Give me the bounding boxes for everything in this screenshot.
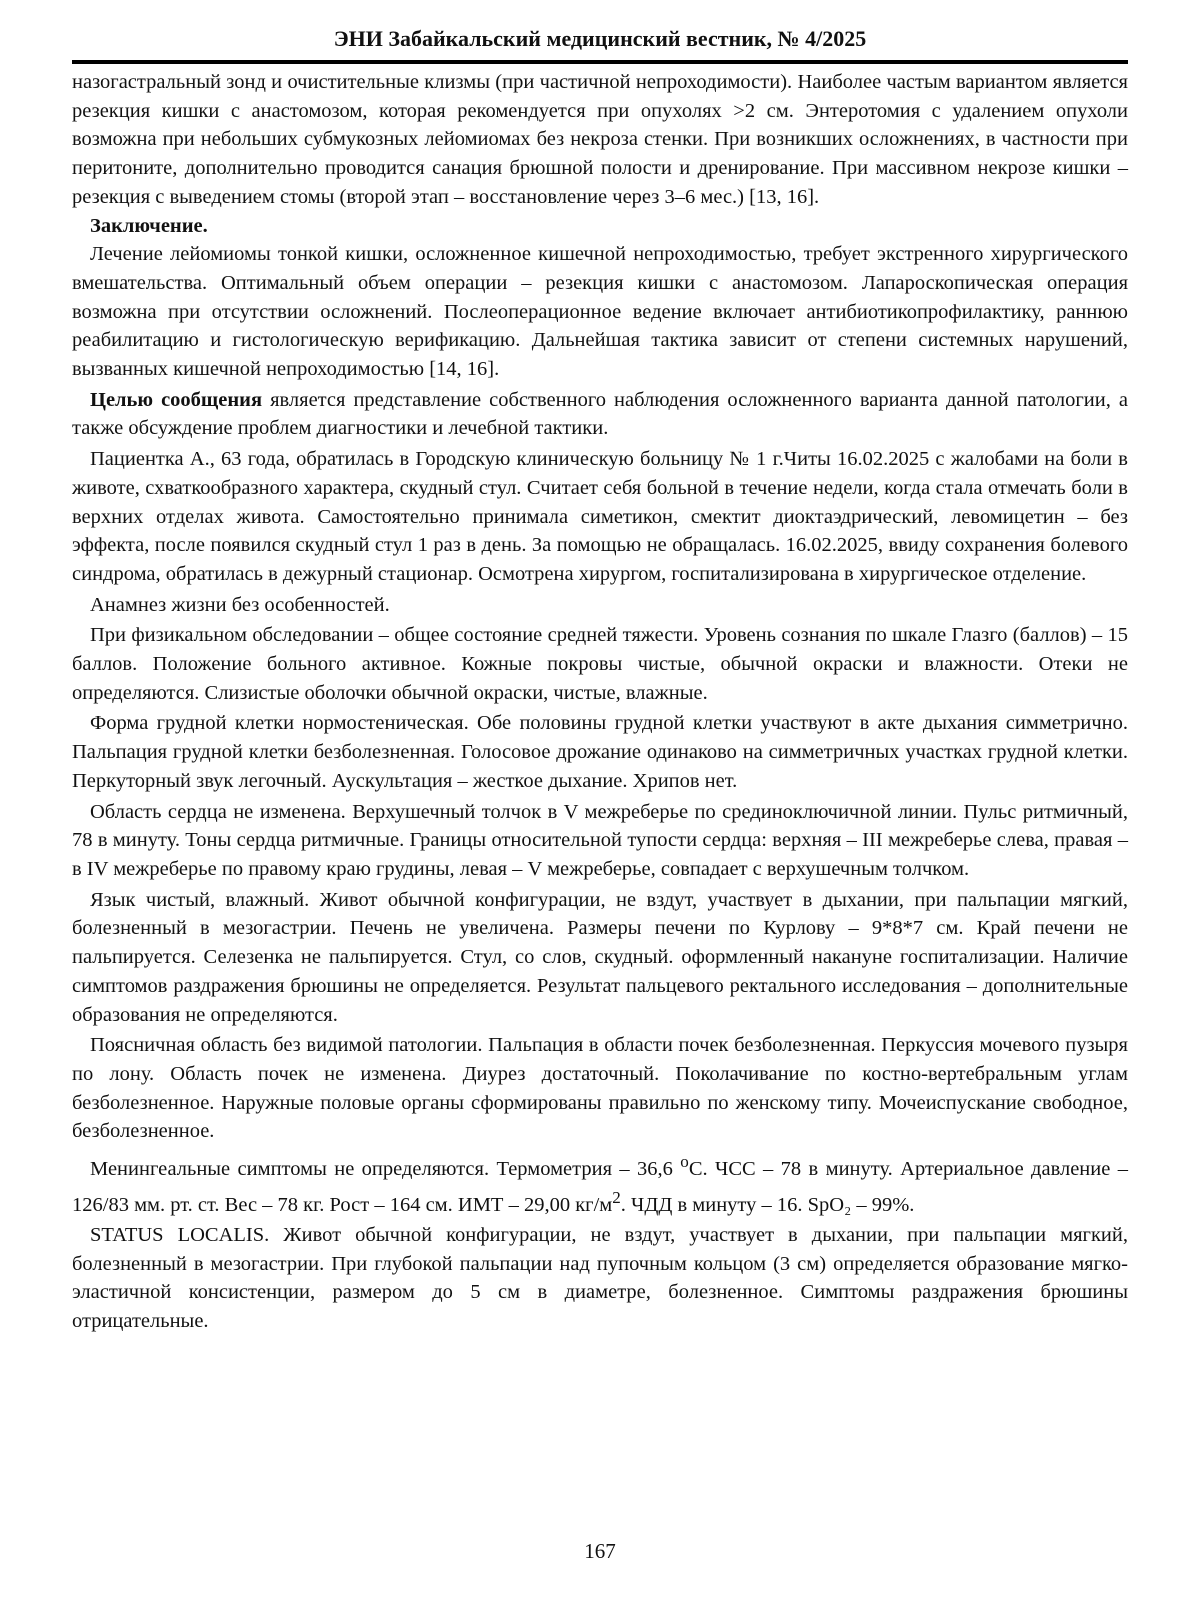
meningeal-text-2: С. ЧСС – 78 в минуту. Артериальное давление – 126/83 мм. рт. ст. Вес – 78 кг. Рост – 164 см. ИМТ – 29,00 кг/м <box>72 1157 1128 1216</box>
degree-superscript: о <box>680 1152 689 1172</box>
page-number: 167 <box>584 1539 616 1563</box>
meningeal-paragraph <box>72 1148 1128 1219</box>
abdomen-paragraph: Язык чистый, влажный. Живот обычной конфигурации, не вздут, участвует в дыхании, при пальпации мягкий, болезненный в мезогастрии. Печень не увеличена. Размеры печени по Курлову – 9*8*7 см. Край печени не пальпируется. Селезенка не пальпируется. Стул, со слов, скудный. оформленный накануне госпитализации. Наличие симптомов раздражения брюшины не определяется. Результат пальцевого ректального исследования – дополнительные образования не определяются. <box>72 888 1128 1026</box>
article-body <box>72 68 1128 1336</box>
lumbar-paragraph: Поясничная область без видимой патологии. Пальпация в области почек безболезненная. Перкуссия мочевого пузыря по лону. Область почек не изменена. Диурез достаточный. Поколачивание по костно-вертебральным углам безболезненное. Наружные половые органы сформированы правильно по женскому типу. Мочеиспускание свободное, безболезненное. <box>72 1034 1128 1143</box>
case-paragraph: Пациентка А., 63 года, обратилась в Городскую клиническую больницу № 1 г.Читы 16.02.2025 с жалобами на боли в животе, схваткообразного характера, скудный стул. Считает себя больной в течение недели, когда стала отмечать боли в верхних отделах живота. Самостоятельно принимала симетикон, смектит диоктаэдрический, левомицетин – без эффекта, после появился скудный стул 1 раз в день. За помощью не обращалась. 16.02.2025, ввиду сохранения болевого синдрома, обратилась в дежурный стационар. Осмотрена хирургом, госпитализирована в хирургическое отделение. <box>72 448 1128 585</box>
header-rule <box>72 60 1128 64</box>
status-localis-paragraph: STATUS LOCALIS. Живот обычной конфигурации, не вздут, участвует в дыхании, при пальпации мягкий, болезненный в мезогастрии. При глубокой пальпации над пупочным кольцом (3 см) определяется образование мягко-эластичной консистенции, размером до 5 см в диаметре, болезненное. Симптомы раздражения брюшины отрицательные. <box>72 1224 1128 1333</box>
meningeal-text-1: Менингеальные симптомы не определяются. Термометрия – 36,6 <box>90 1157 681 1180</box>
heart-paragraph: Область сердца не изменена. Верхушечный толчок в V межреберье по срединоключичной линии. Пульс ритмичный, 78 в минуту. Тоны сердца ритмичные. Границы относительной тупости сердца: верхняя – III межреберье слева, правая – в IV межреберье по правому краю грудины, левая – V межреберье, совпадает с верхушечным толчком. <box>72 800 1128 880</box>
journal-header: ЭНИ Забайкальский медицинский вестник, № 4/2025 <box>333 26 867 51</box>
conclusion-heading: Заключение. <box>90 214 208 237</box>
aim-paragraph <box>72 386 1128 443</box>
chest-paragraph: Форма грудной клетки нормостеническая. Обе половины грудной клетки участвуют в акте дыхания симметрично. Пальпация грудной клетки безболезненная. Голосовое дрожание одинаково на симметричных участках грудной клетки. Перкуторный звук легочный. Аускультация – жесткое дыхание. Хрипов нет. <box>72 712 1128 792</box>
meningeal-text-3: . ЧДД в минуту – 16. SpO₂ – 99%. <box>620 1193 915 1216</box>
aim-text: является представление собственного наблюдения осложненного варианта данной патологии, а также обсуждение проблем диагностики и лечебной тактики. <box>72 388 1128 440</box>
intro-paragraph: назогастральный зонд и очистительные клизмы (при частичной непроходимости). Наиболее частым вариантом является резекция кишки с анастомозом, которая рекомендуется при опухолях >2 см. Энтеротомия с удалением опухоли возможна при небольших субмукозных лейомиомах без некроза стенки. При возникших осложнениях, в частности при перитоните, дополнительно проводится санация брюшной полости и дренирование. При массивном некрозе кишки – резекция с выведением стомы (второй этап – восстановление через 3–6 мес.) [13, 16]. <box>72 71 1128 208</box>
conclusion-paragraph: Лечение лейомиомы тонкой кишки, осложненное кишечной непроходимостью, требует экстренного хирургического вмешательства. Оптимальный объем операции – резекция кишки с анастомозом. Лапароскопическая операция возможна при отсутствии осложнений. Послеоперационное ведение включает антибиотикопрофилактику, раннюю реабилитацию и гистологическую верификацию. Дальнейшая тактика зависит от степени системных нарушений, вызванных кишечной непроходимостью [14, 16]. <box>72 243 1128 381</box>
aim-label: Целью сообщения <box>90 388 263 411</box>
anamnesis-paragraph: Анамнез жизни без особенностей. <box>90 593 390 616</box>
exam-paragraph: При физикальном обследовании – общее состояние средней тяжести. Уровень сознания по шкале Глазго (баллов) – 15 баллов. Положение больного активное. Кожные покровы чистые, обычной окраски и влажности. Отеки не определяются. Слизистые оболочки обычной окраски, чистые, влажные. <box>72 624 1128 704</box>
squared-superscript: 2 <box>612 1187 621 1207</box>
